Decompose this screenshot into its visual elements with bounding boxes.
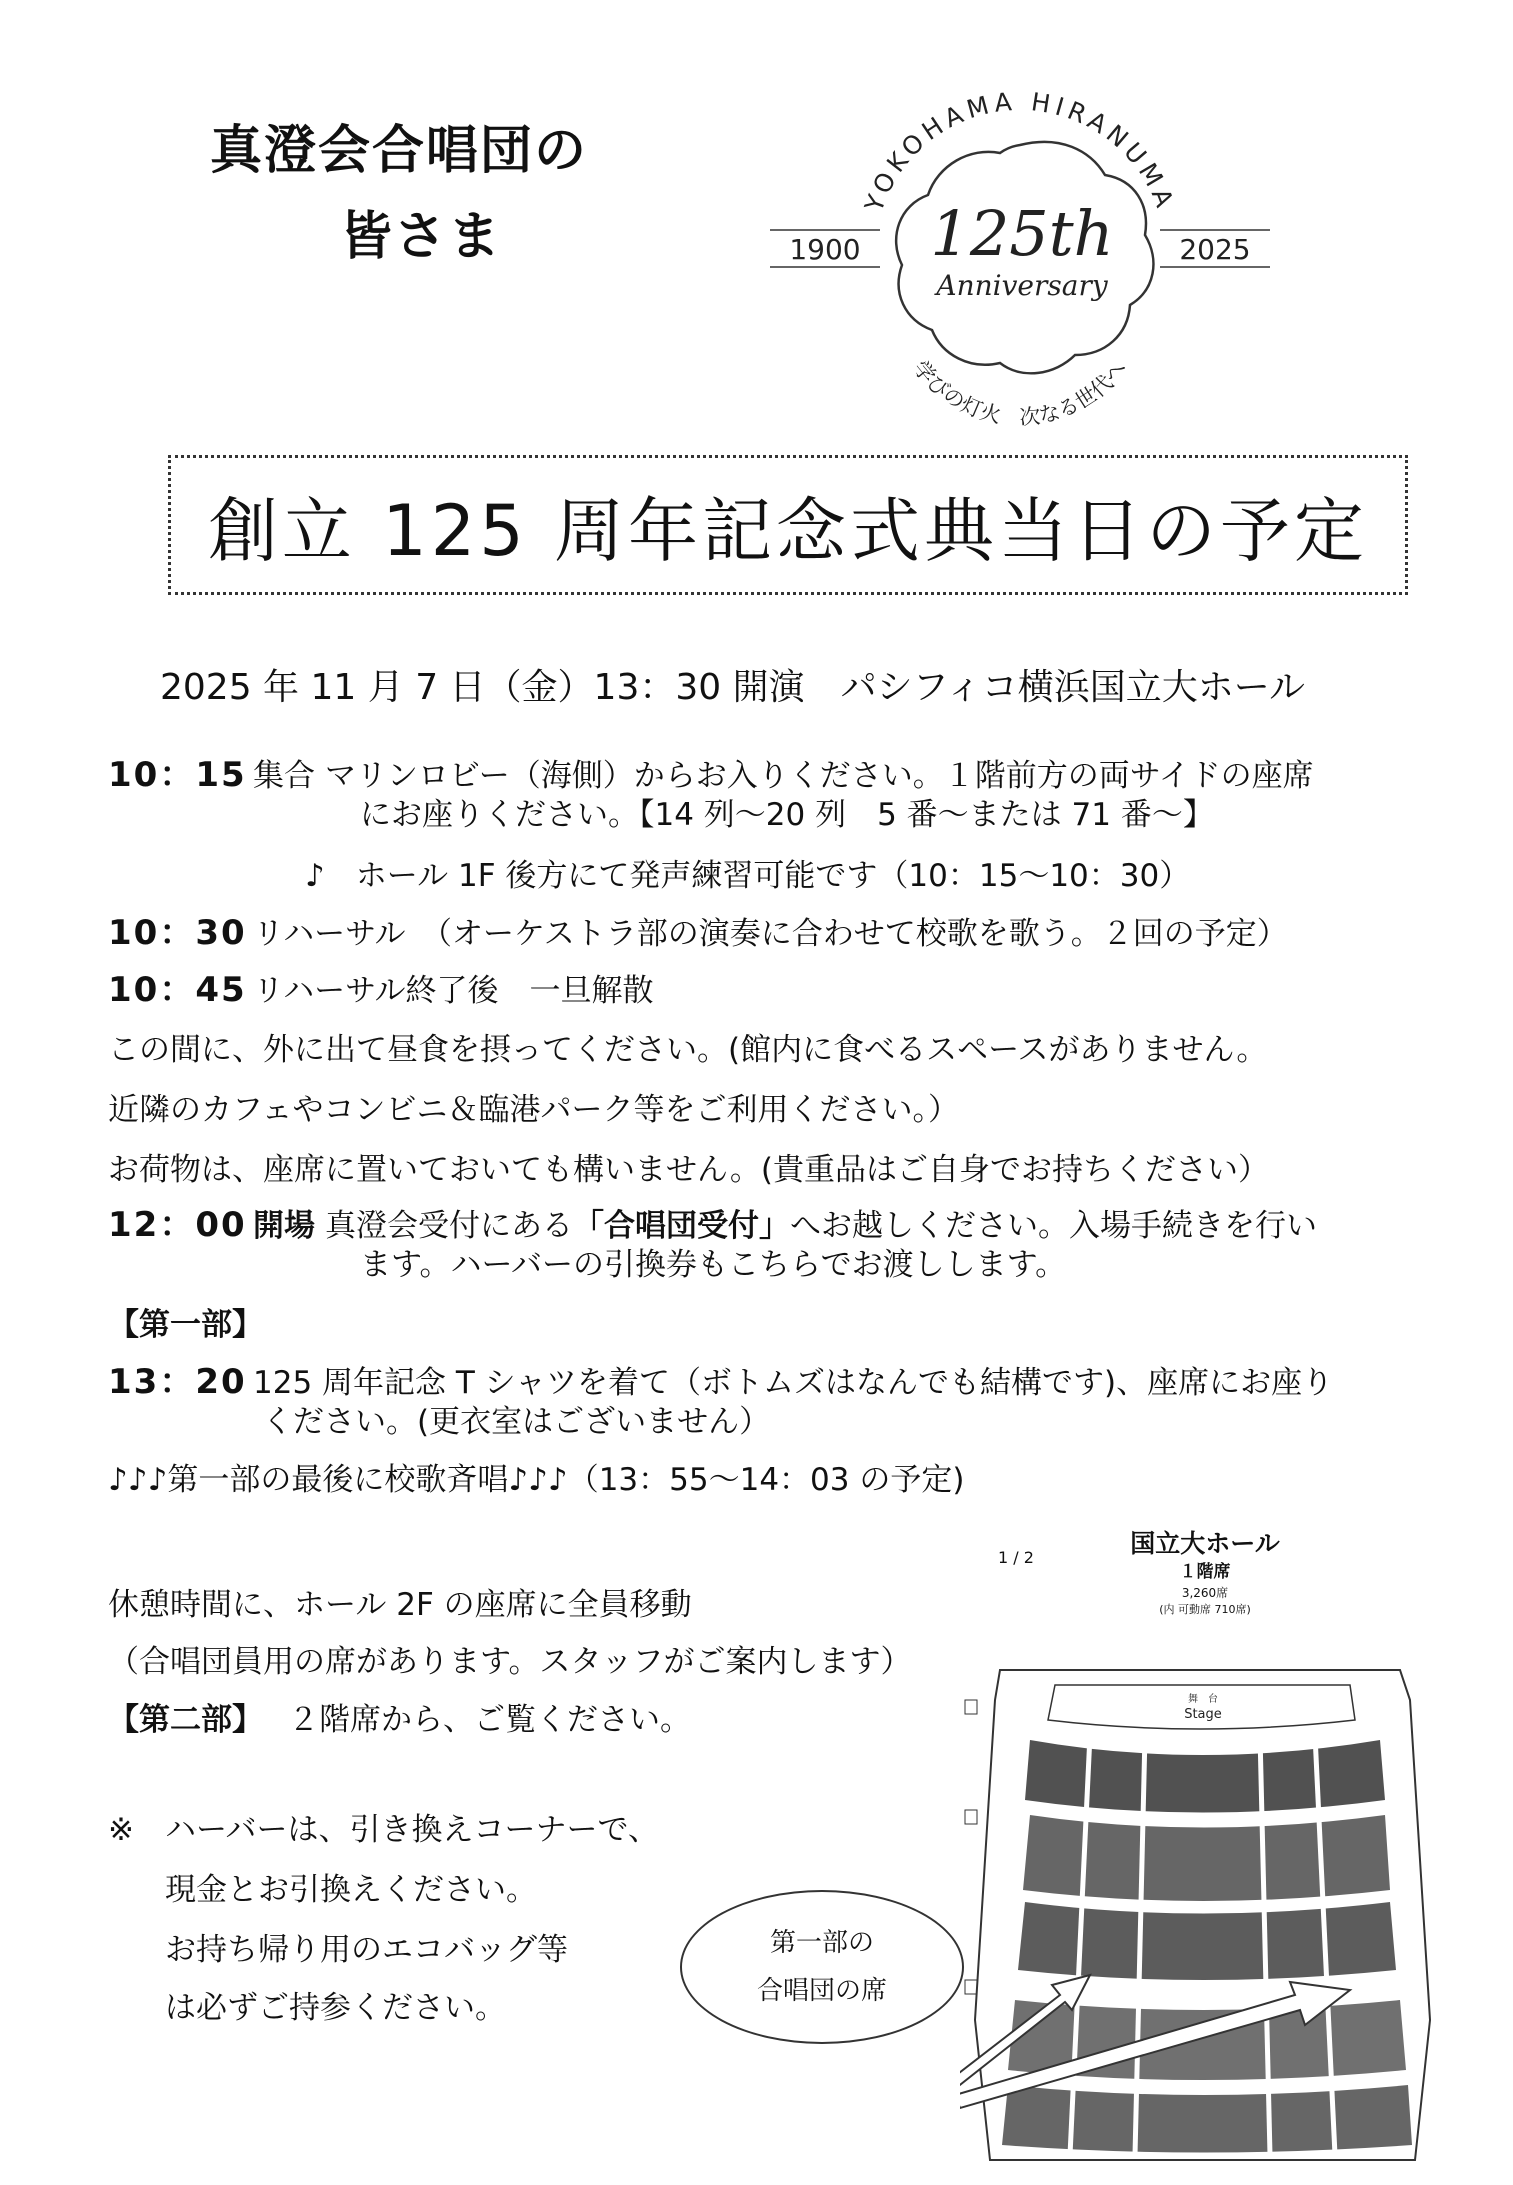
greeting-line-2: 皆さま bbox=[340, 207, 503, 267]
warmup-note: ♪ ホール 1F 後方にて発声練習可能です（10：15～10：30） bbox=[305, 858, 1191, 894]
schedule-text: 125 周年記念 T シャツを着て（ボトムズはなんでも結構です)、座席にお座り bbox=[253, 1365, 1334, 1401]
school-song-note: ♪♪♪第一部の最後に校歌斉唱♪♪♪（13：55～14：03 の予定) bbox=[108, 1462, 965, 1498]
schedule-time: 13：20 bbox=[108, 1362, 247, 1402]
callout-line-1: 第一部の bbox=[769, 1928, 874, 1958]
logo-125th: 125th bbox=[930, 197, 1114, 270]
break-line-1: 休憩時間に、ホール 2F の座席に全員移動 bbox=[108, 1587, 692, 1623]
schedule-row-1320 bbox=[108, 1362, 1333, 1403]
schedule-row-1015 bbox=[108, 755, 1314, 796]
schedule-time: 10：30 bbox=[108, 913, 247, 953]
part1-heading: 【第一部】 bbox=[108, 1307, 263, 1343]
schedule-row-1045 bbox=[108, 970, 654, 1011]
harbor-note-line-1: ハーバーは、引き換えコーナーで、 bbox=[165, 1812, 659, 1848]
schedule-label: 集合 bbox=[253, 758, 315, 794]
harbor-note-line-2: 現金とお引換えください。 bbox=[165, 1872, 537, 1908]
schedule-time: 10：45 bbox=[108, 970, 247, 1010]
schedule-label: 開場 bbox=[253, 1208, 315, 1244]
logo-year-end: 2025 bbox=[1179, 233, 1251, 266]
map-title: 国立大ホール bbox=[1130, 1529, 1280, 1558]
map-movable: (内 可動席 710席) bbox=[1159, 1603, 1251, 1616]
logo-year-start: 1900 bbox=[789, 233, 861, 266]
schedule-text-cont: にお座りください。【14 列～20 列 5 番～または 71 番～】 bbox=[360, 797, 1214, 833]
logo-anniversary: Anniversary bbox=[936, 269, 1108, 302]
stage-label-jp: 舞 台 bbox=[1188, 1694, 1218, 1705]
schedule-text: リハーサル終了後 一旦解散 bbox=[253, 973, 654, 1009]
stage-label-en: Stage bbox=[1184, 1707, 1222, 1722]
lunch-note-1: この間に、外に出て昼食を摂ってください。(館内に食べるスペースがありません。 bbox=[108, 1032, 1268, 1068]
open-text-bold: 「合唱団受付」 bbox=[573, 1208, 790, 1244]
schedule-time: 10：15 bbox=[108, 755, 247, 795]
schedule-text: マリンロビー（海側）からお入りください。１階前方の両サイドの座席 bbox=[325, 758, 1314, 794]
break-line-2: （合唱団員用の席があります。スタッフがご案内します） bbox=[108, 1644, 912, 1680]
map-floor: １階席 bbox=[1179, 1562, 1231, 1582]
schedule-row-1030 bbox=[108, 913, 1288, 954]
map-header bbox=[1090, 1528, 1320, 1618]
greeting bbox=[210, 108, 588, 280]
event-line: 2025 年 11 月 7 日（金）13：30 開演 パシフィコ横浜国立大ホール bbox=[160, 667, 1306, 708]
open-text-cont: ます。ハーバーの引換券もこちらでお渡しします。 bbox=[360, 1247, 1067, 1283]
schedule-time: 12：00 bbox=[108, 1205, 247, 1245]
part2-row bbox=[108, 1700, 691, 1740]
anniversary-logo bbox=[760, 55, 1280, 435]
greeting-line-1: 真澄会合唱団の bbox=[210, 121, 589, 181]
part2-text: ２階席から、ご覧ください。 bbox=[288, 1702, 691, 1738]
lunch-note-3: お荷物は、座席に置いておいても構いません。(貴重品はご自身でお持ちください） bbox=[108, 1152, 1269, 1188]
part2-heading: 【第二部】 bbox=[108, 1702, 263, 1738]
logo-motto: 学びの灯火 次なる世代へ bbox=[908, 356, 1132, 430]
logo-arc-text: YOKOHAMA HIRANUMA bbox=[859, 86, 1181, 216]
open-text-pre: 真澄会受付にある bbox=[325, 1208, 573, 1244]
seat-map bbox=[960, 1640, 1450, 2180]
schedule-text: リハーサル （オーケストラ部の演奏に合わせて校歌を歌う。２回の予定） bbox=[253, 916, 1288, 952]
harbor-note-line-3: お持ち帰り用のエコバッグ等 bbox=[165, 1932, 568, 1968]
svg-text:学びの灯火 次なる世代へ bbox=[909, 356, 1132, 430]
open-text-post: へお越しください。入場手続きを行い bbox=[790, 1208, 1317, 1244]
harbor-note-mark: ※ bbox=[108, 1812, 134, 1848]
map-seats: 3,260席 bbox=[1181, 1586, 1229, 1600]
callout-line-2: 合唱団の席 bbox=[756, 1976, 887, 2006]
page-title: 創立 125 周年記念式典当日の予定 bbox=[207, 489, 1369, 572]
seat-callout bbox=[680, 1890, 964, 2044]
title-box bbox=[168, 455, 1408, 595]
map-page-number: 1 / 2 bbox=[998, 1548, 1034, 1567]
harbor-note-line-4: は必ずご持参ください。 bbox=[165, 1990, 506, 2026]
part1-text-cont: ください。(更衣室はございません） bbox=[262, 1404, 771, 1440]
schedule-row-1200 bbox=[108, 1205, 1317, 1246]
lunch-note-2: 近隣のカフェやコンビニ＆臨港パーク等をご利用ください。） bbox=[108, 1092, 959, 1128]
